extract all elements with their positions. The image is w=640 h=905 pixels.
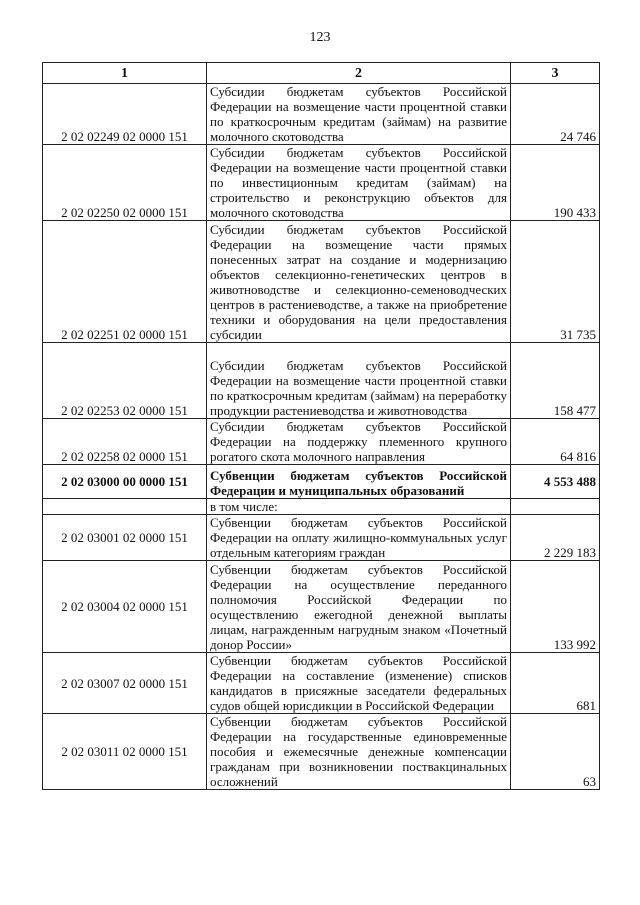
budget-amount: 64 816 xyxy=(511,419,600,465)
budget-amount: 681 xyxy=(511,653,600,714)
budget-amount xyxy=(511,499,600,515)
table-row xyxy=(43,653,600,714)
budget-description: Субвенции бюджетам субъектов Российской Федерации и муниципальных образований xyxy=(207,465,511,499)
column-header-2: 2 xyxy=(207,63,511,84)
table-row xyxy=(43,499,600,515)
table-header-row xyxy=(43,63,600,84)
budget-amount: 158 477 xyxy=(511,343,600,419)
budget-description: Субвенции бюджетам субъектов Российской Федерации на осуществление переданного полномочия Российской Федерации по осуществлению ежегодной денежной выплаты лицам, награжденным нагрудным знаком «Почетный донор России» xyxy=(207,561,511,653)
budget-description: Субсидии бюджетам субъектов Российской Федерации на поддержку племенного крупного рогатого скота молочного направления xyxy=(207,419,511,465)
table-row-total xyxy=(43,465,600,499)
budget-description: в том числе: xyxy=(207,499,511,515)
budget-code: 2 02 02250 02 0000 151 xyxy=(43,145,207,221)
budget-description: Субсидии бюджетам субъектов Российской Федерации на возмещение части процентной ставки по краткосрочным кредитам (займам) на развитие молочного скотоводства xyxy=(207,84,511,145)
budget-description: Субсидии бюджетам субъектов Российской Федерации на возмещение части процентной ставки по краткосрочным кредитам (займам) на переработку продукции растениеводства и животноводства xyxy=(207,343,511,419)
budget-code: 2 02 02258 02 0000 151 xyxy=(43,419,207,465)
budget-amount: 4 553 488 xyxy=(511,465,600,499)
column-header-3: 3 xyxy=(511,63,600,84)
budget-amount: 63 xyxy=(511,714,600,790)
budget-description: Субвенции бюджетам субъектов Российской Федерации на оплату жилищно-коммунальных услуг отдельным категориям граждан xyxy=(207,515,511,561)
budget-amount: 133 992 xyxy=(511,561,600,653)
budget-amount: 2 229 183 xyxy=(511,515,600,561)
budget-code: 2 02 03004 02 0000 151 xyxy=(43,561,207,653)
budget-description: Субсидии бюджетам субъектов Российской Федерации на возмещение части процентной ставки по инвестиционным кредитам (займам) на строительство и реконструкцию объектов для молочного скотоводства xyxy=(207,145,511,221)
budget-code: 2 02 03011 02 0000 151 xyxy=(43,714,207,790)
budget-amount: 24 746 xyxy=(511,84,600,145)
budget-code: 2 02 03001 02 0000 151 xyxy=(43,515,207,561)
budget-code: 2 02 02253 02 0000 151 xyxy=(43,343,207,419)
column-header-1: 1 xyxy=(43,63,207,84)
budget-code: 2 02 03007 02 0000 151 xyxy=(43,653,207,714)
table-row xyxy=(43,419,600,465)
budget-amount: 31 735 xyxy=(511,221,600,343)
budget-description: Субсидии бюджетам субъектов Российской Федерации на возмещение части прямых понесенных затрат на создание и модернизацию объектов селекционно-генетических центров в животноводстве и селекционно-семеноводческих центров в растениеводстве, а также на приобретение техники и оборудования на цели предоставления субсидии xyxy=(207,221,511,343)
budget-description: Субвенции бюджетам субъектов Российской Федерации на государственные единовременные пособия и ежемесячные денежные компенсации гражданам при возникновении поствакцинальных осложнений xyxy=(207,714,511,790)
table-row xyxy=(43,515,600,561)
budget-amount: 190 433 xyxy=(511,145,600,221)
page-number: 123 xyxy=(309,30,331,45)
budget-description: Субвенции бюджетам субъектов Российской Федерации на составление (изменение) списков кандидатов в присяжные заседатели федеральных судов общей юрисдикции в Российской Федерации xyxy=(207,653,511,714)
budget-code: 2 02 02251 02 0000 151 xyxy=(43,221,207,343)
budget-table xyxy=(42,62,600,790)
table-row xyxy=(43,221,600,343)
table-row xyxy=(43,714,600,790)
table-row xyxy=(43,343,600,419)
budget-code: 2 02 02249 02 0000 151 xyxy=(43,84,207,145)
budget-code: 2 02 03000 00 0000 151 xyxy=(43,465,207,499)
budget-code xyxy=(43,499,207,515)
table-row xyxy=(43,561,600,653)
table-row xyxy=(43,145,600,221)
table-row xyxy=(43,84,600,145)
